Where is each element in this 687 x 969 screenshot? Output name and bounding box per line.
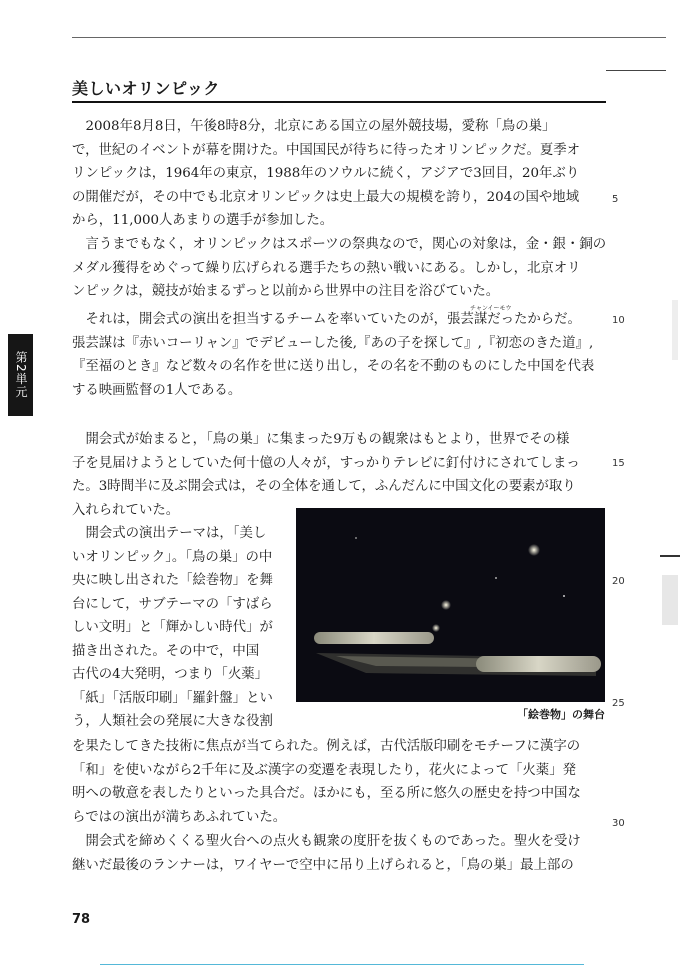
text-line: の開催だが，その中でも北京オリンピックは史上最大の規模を誇り，204の国や地域	[72, 189, 580, 205]
header-rule-right	[606, 70, 666, 71]
scan-artifact	[672, 300, 678, 360]
text-line: リンピックは，1964年の東京，1988年のソウルに続く，アジアで3回目，20年ぶり	[72, 166, 580, 181]
text-line: メダル獲得をめぐって繰り広げられる選手たちの熱い戦いにある。しかし，北京オリ	[72, 260, 581, 276]
text-line: で，世紀のイベントが幕を開けた。中国国民が待ちに待ったオリンピックだ。夏季オ	[72, 142, 581, 158]
text-line: 描き出された。その中で，中国	[72, 643, 260, 659]
text-line: 『至福のとき』など数々の名作を世に送り出し，その名を不動のものにした中国を代表	[72, 359, 595, 374]
footer-rule	[100, 964, 584, 965]
scan-artifact	[662, 575, 678, 625]
line-number: 10	[612, 315, 625, 326]
text-line: を果たしてきた技術に焦点が当てられた。例えば，古代活版印刷をモチーフに漢字の	[72, 739, 581, 754]
line-number: 15	[612, 458, 625, 469]
text-line: 開会式が始まると，「鳥の巣」に集まった9万もの観衆はもとより，世界でその様	[85, 432, 570, 447]
text-line: から，11,000人あまりの選手が参加した。	[72, 213, 334, 228]
line-number: 25	[612, 698, 625, 709]
text-line: 台にして，サブテーマの「すばら	[72, 596, 273, 612]
text-line: た。3時間半に及ぶ開会式は，その全体を通して，ふんだんに中国文化の要素が取り	[72, 479, 576, 494]
text-line: 明への敬意を表したりといった具合だ。ほかにも，至る所に悠久の歴史を持つ中国な	[72, 786, 581, 801]
text-line: う，人類社会の発展に大きな役割	[72, 714, 273, 729]
text-line: 2008年8月8日，午後8時8分，北京にある国立の屋外競技場，愛称「鳥の巣」	[85, 119, 556, 134]
ruby-reading: チャンイーモウ	[470, 305, 512, 312]
scan-artifact	[660, 555, 680, 557]
line-number: 30	[612, 818, 625, 829]
paragraph-5-full	[72, 735, 612, 829]
text-line: 央に映し出された「絵巻物」を舞	[72, 573, 273, 588]
text-line: しい文明」と「輝かしい時代」が	[72, 620, 273, 635]
text-line: 張芸謀は『赤いコーリャン』でデビューした後,『あの子を探して』,『初恋のきた道』,	[72, 335, 594, 351]
text-line: 入れられていた。	[72, 502, 180, 518]
text-line: らではの演出が満ちあふれていた。	[72, 809, 287, 825]
photo-caption: 「絵巻物」の舞台	[517, 708, 605, 721]
text-line: 古代の4大発明，つまり「火薬」	[72, 667, 268, 682]
text-line: する映画監督の1人である。	[72, 382, 242, 398]
paragraph-5-narrow	[72, 522, 294, 734]
title-underline	[72, 101, 606, 103]
text-line: 「紙」「活版印刷」「羅針盤」とい	[72, 690, 273, 706]
unit-tab: 第2単元	[8, 334, 33, 416]
page-number: 78	[72, 912, 91, 927]
paragraph-6	[72, 830, 612, 877]
scroll-stage-photo	[296, 508, 605, 702]
text-line: ンピックは，競技が始まるずっと以前から世界中の注目を浴びていた。	[72, 284, 500, 299]
text-line: 言うまでもなく，オリンピックはスポーツの祭典なので，関心の対象は，金・銀・銅の	[85, 237, 607, 252]
header-rule	[72, 37, 666, 38]
text-line: いオリンピック」。「鳥の巣」の中	[72, 549, 273, 565]
paragraph-2	[72, 233, 612, 304]
text-line: 「和」を使いながら2千年に及ぶ漢字の変遷を表現したり，花火によって「火薬」発	[72, 762, 576, 778]
paragraph-3	[72, 308, 612, 402]
line-number: 5	[612, 194, 619, 205]
text-line: 開会式を締めくくる聖火台への点火も観衆の度肝を抜くものであった。聖火を受け	[85, 834, 581, 849]
text-line: 開会式の演出テーマは，「美し	[85, 526, 267, 541]
text-line: 継いだ最後のランナーは，ワイヤーで空中に吊り上げられると，「鳥の巣」最上部の	[72, 857, 574, 873]
scroll-stage-illustration	[296, 508, 605, 702]
line-number: 20	[612, 576, 625, 587]
paragraph-1	[72, 115, 612, 233]
text-line: それは，開会式の演出を担当するチームを率いていたのが，張芸謀だったからだ。	[85, 312, 581, 327]
section-title: 美しいオリンピック	[72, 79, 220, 98]
text-line: 子を見届けようとしていた何十億の人々が，すっかりテレビに釘付けにされてしまっ	[72, 455, 580, 471]
